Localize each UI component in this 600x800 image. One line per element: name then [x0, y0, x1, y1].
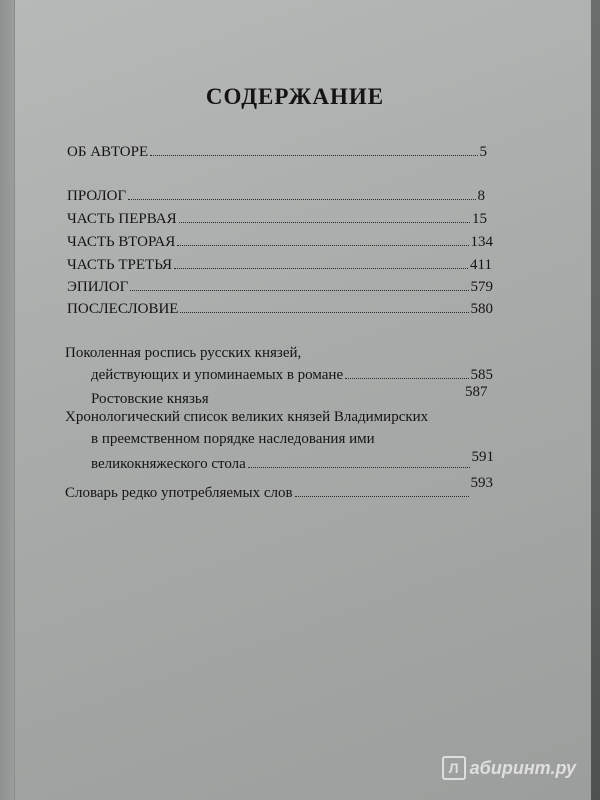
toc-rostov-label: Ростовские князья — [91, 391, 209, 407]
toc-entry-part-three: ЧАСТЬ ТРЕТЬЯ 411 — [67, 257, 492, 273]
toc-chrono-line2: в преемственном порядке наследования ими — [91, 431, 375, 447]
leader-dots — [130, 289, 468, 291]
toc-entry-genealogy: действующих и упоминаемых в романе 585 — [91, 367, 493, 383]
toc-entry-prologue: ПРОЛОГ 8 — [67, 188, 485, 204]
leader-dots — [180, 311, 468, 313]
toc-entry-chrono: великокняжеского стола 591 — [91, 449, 494, 472]
toc-entry-part-one: ЧАСТЬ ПЕРВАЯ 15 — [67, 211, 487, 227]
page-title: СОДЕРЖАНИЕ — [205, 84, 385, 109]
toc-entry-about-author: ОБ АВТОРЕ 5 — [67, 144, 487, 160]
leader-dots — [295, 495, 469, 497]
toc-rostov-page: 587 — [465, 384, 488, 400]
toc-entry-part-two: ЧАСТЬ ВТОРАЯ 134 — [67, 234, 493, 250]
toc-sheet — [15, 0, 591, 800]
toc-chrono-line1: Хронологический список великих князей Владимирских — [65, 409, 429, 425]
toc-entry-afterword: ПОСЛЕСЛОВИЕ 580 — [67, 301, 493, 317]
leader-dots — [177, 244, 468, 246]
leader-dots — [248, 466, 470, 468]
labirint-watermark — [442, 756, 576, 780]
leader-dots — [128, 198, 475, 200]
leader-dots — [150, 154, 477, 156]
book-page — [14, 0, 591, 800]
leader-dots — [179, 221, 470, 223]
leader-dots — [345, 377, 468, 379]
labirint-logo-icon: Л — [442, 756, 466, 780]
toc-genealogy-line1: Поколенная роспись русских князей, — [65, 345, 302, 361]
leader-dots — [174, 267, 468, 269]
toc-entry-dictionary: Словарь редко употребляемых слов 593 — [65, 475, 493, 501]
toc-entry-epilogue: ЭПИЛОГ 579 — [67, 279, 493, 295]
watermark-text: абиринт.ру — [469, 757, 576, 778]
